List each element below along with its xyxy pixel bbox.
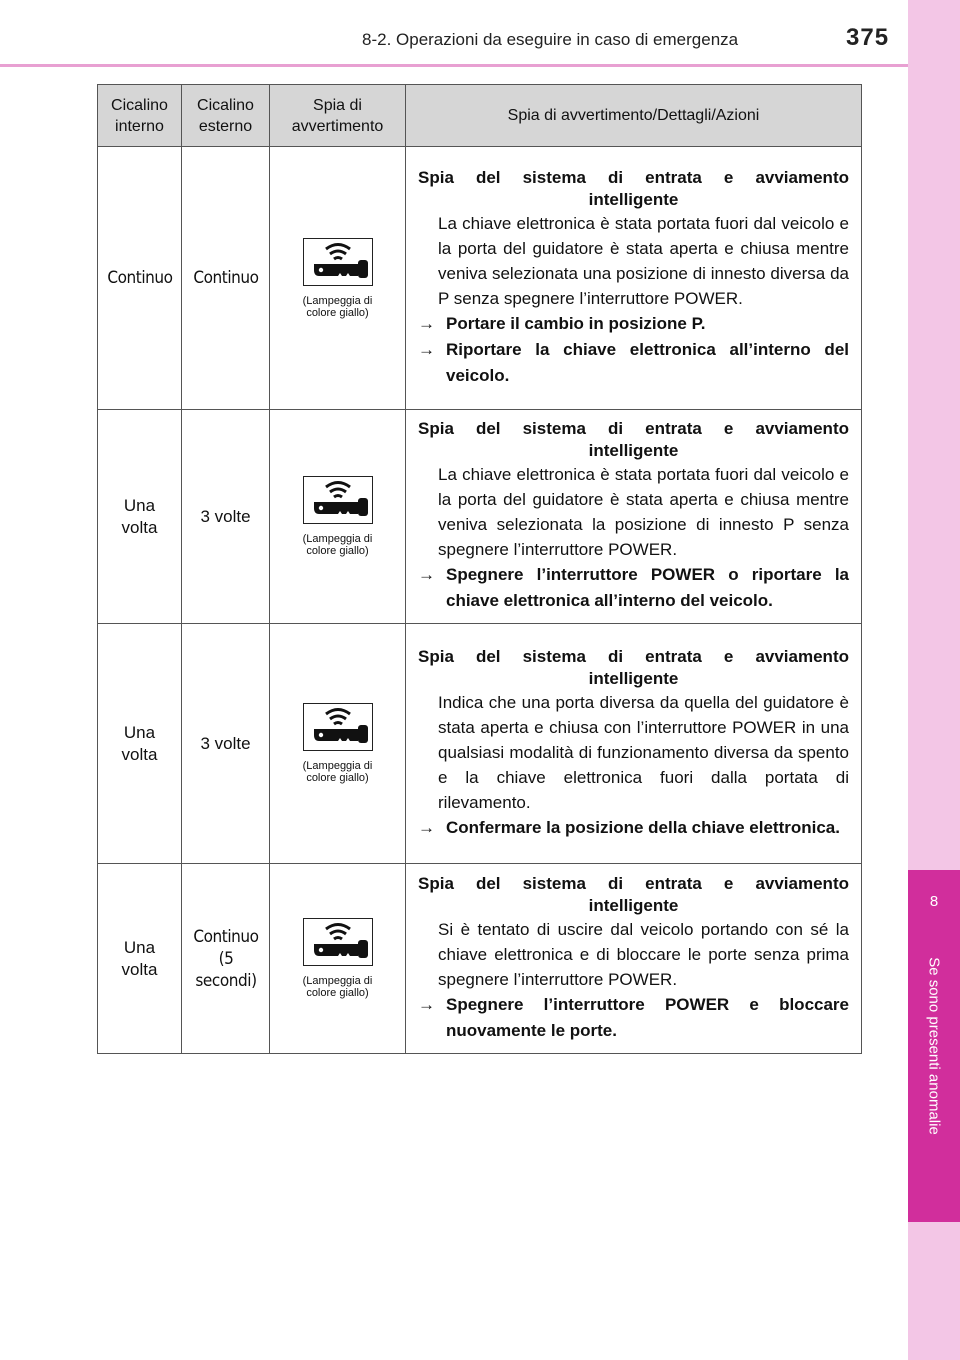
icon-note: (Lampeggia di colore giallo) — [302, 975, 373, 999]
warning-description: La chiave elettronica è stata portata fuori dal veicolo e la porta del guidatore è stata aperta e chiusa mentre veniva selezionata la posizione di innesto P senza spegnere l’interruttore POWER. — [438, 465, 849, 559]
arrow-icon: → — [418, 565, 435, 584]
external-buzzer-cell: 3 volte — [182, 624, 270, 864]
table-row — [98, 147, 862, 410]
warning-title: Spia del sistema di entrata e avviamento — [418, 646, 849, 666]
warning-light-cell — [270, 410, 406, 624]
chapter-number: 8 — [929, 893, 939, 910]
warning-light-cell — [270, 864, 406, 1054]
warning-light-cell — [270, 147, 406, 410]
arrow-icon: → — [418, 313, 435, 333]
external-buzzer-cell: Continuo (5 secondi) — [186, 864, 265, 1054]
action-text: Portare il cambio in posizione P. — [446, 313, 706, 333]
header-rule — [0, 64, 908, 67]
column-header-warning-light: Spia di avvertimento — [270, 85, 406, 147]
details-cell — [406, 147, 862, 410]
column-header-details: Spia di avvertimento/Dettagli/Azioni — [406, 85, 862, 147]
icon-note: (Lampeggia di colore giallo) — [302, 760, 373, 784]
smart-key-warning-icon — [303, 918, 373, 966]
warning-title-continued: intelligente — [588, 441, 679, 460]
column-header-internal-buzzer: Cicalino interno — [98, 85, 182, 147]
external-buzzer-cell: 3 volte — [182, 410, 270, 624]
action-item — [418, 337, 849, 389]
column-header-external-buzzer: Cicalino esterno — [182, 85, 270, 147]
page-number: 375 — [846, 24, 890, 51]
table-header-row — [98, 85, 862, 147]
action-item — [418, 562, 849, 614]
warning-title-continued: intelligente — [588, 895, 679, 915]
internal-buzzer-cell: Una volta — [98, 410, 182, 624]
warning-description: Si è tentato di uscire dal veicolo portando con sé la chiave elettronica e di bloccare le porte senza prima spegnere l’interruttore POWER. — [438, 919, 849, 989]
action-text: Riportare la chiave elettronica all’interno del veicolo. — [446, 339, 849, 385]
internal-buzzer-cell: Una volta — [98, 624, 182, 864]
arrow-icon: → — [418, 994, 435, 1014]
external-buzzer-cell: Continuo — [186, 147, 265, 410]
warning-description: La chiave elettronica è stata portata fuori dal veicolo e la porta del guidatore è stata aperta e chiusa mentre veniva selezionata una posizione di innesto diversa da P senza spegnere l’interruttore POWER. — [438, 213, 849, 308]
table-row — [98, 624, 862, 864]
action-text: Confermare la posizione della chiave elettronica. — [446, 817, 840, 837]
action-text: Spegnere l’interruttore POWER e bloccare nuovamente le porte. — [446, 994, 849, 1040]
chapter-title: Se sono presenti anomalie — [925, 957, 943, 1135]
arrow-icon: → — [418, 339, 435, 359]
details-cell — [406, 410, 862, 624]
warning-table — [97, 84, 862, 1054]
warning-title-continued: intelligente — [588, 668, 679, 688]
action-item — [418, 311, 849, 337]
warning-title-continued: intelligente — [588, 189, 679, 209]
action-text: Spegnere l’interruttore POWER o riportare la chiave elettronica all’interno del veicolo. — [446, 565, 849, 610]
details-cell — [406, 624, 862, 864]
smart-key-warning-icon — [303, 476, 373, 524]
section-title: 8-2. Operazioni da eseguire in caso di emergenza — [362, 30, 739, 49]
smart-key-warning-icon — [303, 238, 373, 286]
action-item — [418, 992, 849, 1044]
warning-title: Spia del sistema di entrata e avviamento — [418, 167, 849, 187]
icon-note: (Lampeggia di colore giallo) — [302, 294, 373, 319]
warning-title: Spia del sistema di entrata e avviamento — [418, 419, 849, 438]
details-cell — [406, 864, 862, 1054]
icon-note: (Lampeggia di colore giallo) — [302, 533, 373, 557]
internal-buzzer-cell: Una volta — [98, 864, 182, 1054]
warning-description: Indica che una porta diversa da quella del guidatore è stata aperta e chiusa con l’interruttore POWER in una qualsiasi modalità di funzionamento diversa da spento e la chiave elettronica fuori dalla portata di rilevamento. — [438, 692, 849, 812]
internal-buzzer-cell: Continuo — [102, 147, 178, 410]
warning-light-cell — [270, 624, 406, 864]
smart-key-warning-icon — [303, 703, 373, 751]
table-row — [98, 864, 862, 1054]
arrow-icon: → — [418, 817, 435, 837]
warning-title: Spia del sistema di entrata e avviamento — [418, 873, 849, 893]
action-item — [418, 815, 849, 841]
table-row — [98, 410, 862, 624]
